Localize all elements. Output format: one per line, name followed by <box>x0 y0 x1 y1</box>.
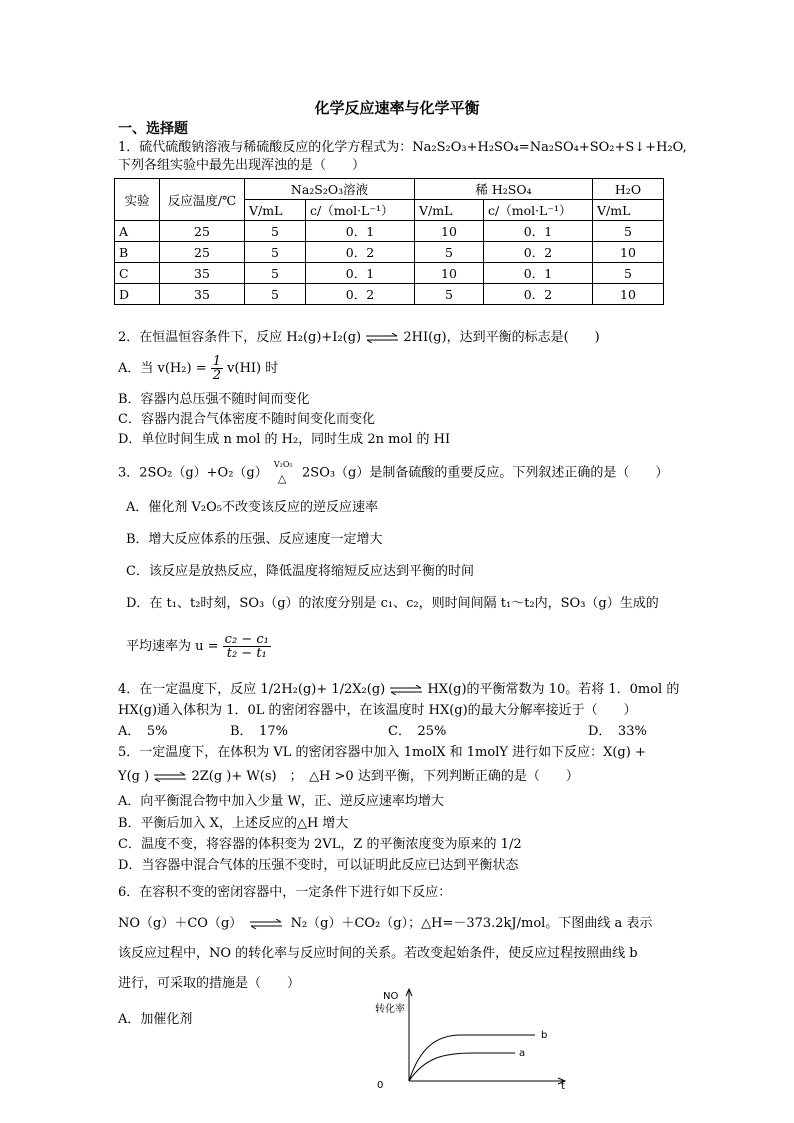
table-cell: 5 <box>245 284 306 305</box>
table-cell: 5 <box>245 242 306 263</box>
q3-stem-text: 2SO₃（g）是制备硫酸的重要反应。下列叙述正确的是（ ） <box>302 465 669 481</box>
q2-option-b: B．容器内总压强不随时间而变化 <box>118 392 310 407</box>
option-text: v(HI) 时 <box>227 361 279 376</box>
table-cell: 0．1 <box>306 263 415 284</box>
q5-stem: 5．一定温度下，在体积为 VL 的密闭容器中加入 1molX 和 1molY 进行如下反应：X(g) + <box>118 745 646 760</box>
q3-stem-text: 3．2SO₂（g）+O₂（g） <box>118 465 268 481</box>
table-cell: A <box>115 221 160 242</box>
q4-stem-text: HX(g)的平衡常数为 10。若将 1．0mol 的 <box>427 682 680 697</box>
q2-stem-text: 2HI(g)，达到平衡的标志是( ) <box>403 330 600 345</box>
heat-symbol: △ <box>277 472 287 485</box>
q6-stem-text: NO（g）＋CO（g） <box>118 916 243 931</box>
catalyst-label: V₂O₅ <box>273 460 293 469</box>
option-text: A．当 v(H₂) = <box>118 361 207 376</box>
q1-question: 下列各组实验中最先出现浑浊的是（ ） <box>118 158 366 173</box>
table-cell: 10 <box>593 284 664 305</box>
table-cell: 0．2 <box>484 284 593 305</box>
q6-stem-text: N₂（g）＋CO₂（g）；△H=－373.2kJ/mol。下图曲线 a 表示 <box>290 916 653 931</box>
graph-ylabel-1: NO <box>383 991 399 1002</box>
table-subheader: V/mL <box>593 200 664 221</box>
table-cell: 5 <box>415 242 484 263</box>
q5-stem-text: Y(g ) <box>118 769 150 784</box>
q3-option-a: A．催化剂 V₂O₅不改变该反应的逆反应速率 <box>126 500 378 515</box>
q5-stem-text: 2Z(g )+ W(s) ； △H >0 达到平衡，下列判断正确的是（ ） <box>191 769 579 784</box>
table-cell: 5 <box>593 263 664 284</box>
option-text: 平均速率为 u = <box>126 639 219 654</box>
table-header: 稀 H₂SO₄ <box>415 179 593 200</box>
q6-stem: 6．在容积不变的密闭容器中，一定条件下进行如下反应： <box>118 885 452 900</box>
fraction <box>211 355 223 382</box>
q2-option-d: D．单位时间生成 n mol 的 H₂，同时生成 2n mol 的 HI <box>118 432 451 447</box>
table-cell: 0．1 <box>306 221 415 242</box>
q4-stem <box>118 680 679 700</box>
table-cell: 5 <box>593 221 664 242</box>
fraction-denominator: t₂ − t₁ <box>226 646 267 661</box>
q2-option-a <box>118 355 278 382</box>
graph-origin: 0 <box>377 1080 384 1090</box>
table-header: H₂O <box>593 179 664 200</box>
table-header: 反应温度/℃ <box>160 179 245 221</box>
q5-option-d: D．当容器中混合气体的压强不变时，可以证明此反应已达到平衡状态 <box>118 858 519 873</box>
table-cell: C <box>115 263 160 284</box>
table-header: Na₂S₂O₃溶液 <box>245 179 415 200</box>
q3-option-d: D．在 t₁、t₂时刻，SO₃（g）的浓度分别是 c₁、c₂，则时间间隔 t₁～t₂内，SO₃（g）生成的 <box>126 596 659 611</box>
q4-stem-text: 4．在一定温度下，反应 1/2H₂(g)+ 1/2X₂(g) <box>118 682 386 697</box>
table-cell: 35 <box>160 263 245 284</box>
table-row <box>115 242 664 263</box>
table-cell: 0．2 <box>484 242 593 263</box>
q4-stem-2: HX(g)通入体积为 1．0L 的密闭容器中，在该温度时 HX(g)的最大分解率接近于（ ） <box>118 703 637 718</box>
q4-option-d: D． 33% <box>588 724 647 739</box>
equilibrium-arrow-icon <box>365 333 399 343</box>
table-cell: 5 <box>245 263 306 284</box>
q6-option-a: A．加催化剂 <box>118 1012 193 1027</box>
q1-stem: 1．硫代硫酸钠溶液与稀硫酸反应的化学方程式为：Na₂S₂O₃+H₂SO₄=Na₂SO₄+SO₂+S↓+H₂O, <box>118 140 687 155</box>
table-cell: B <box>115 242 160 263</box>
table-header: 实验 <box>115 179 160 221</box>
reaction-condition <box>272 460 298 485</box>
q2-stem <box>118 328 600 348</box>
table-cell: 0．2 <box>306 284 415 305</box>
table-subheader: c/（mol·L⁻¹） <box>306 200 415 221</box>
table-cell: 10 <box>415 221 484 242</box>
equilibrium-arrow-icon <box>153 772 187 782</box>
table-cell: 0．2 <box>306 242 415 263</box>
q4-option-c: C． 25% <box>388 724 447 739</box>
q3-stem <box>118 460 669 485</box>
q4-option-a: A． 5% <box>118 724 168 739</box>
section-heading: 一、选择题 <box>118 121 188 137</box>
table-cell: D <box>115 284 160 305</box>
curve-a-label: a <box>519 1048 526 1059</box>
table-cell: 25 <box>160 221 245 242</box>
experiment-table <box>114 178 664 305</box>
q6-stem-2 <box>118 914 652 934</box>
curve-b <box>409 1035 535 1081</box>
q5-option-b: B．平衡后加入 X，上述反应的△H 增大 <box>118 816 349 831</box>
table-row <box>115 263 664 284</box>
table-cell: 10 <box>593 242 664 263</box>
q2-option-c: C．容器内混合气体密度不随时间变化而变化 <box>118 412 375 427</box>
q5-option-a: A．向平衡混合物中加入少量 W，正、逆反应速率均增大 <box>118 794 444 809</box>
table-cell: 10 <box>415 263 484 284</box>
graph-xlabel: t <box>561 1081 565 1090</box>
q3-option-d-rate <box>126 633 271 660</box>
q3-option-c: C．该反应是放热反应，降低温度将缩短反应达到平衡的时间 <box>126 564 474 579</box>
fraction <box>223 633 271 660</box>
q2-stem-text: 2．在恒温恒容条件下，反应 H₂(g)+I₂(g) <box>118 330 362 345</box>
table-cell: 25 <box>160 242 245 263</box>
q4-option-b: B． 17% <box>230 724 288 739</box>
graph-ylabel-2: 转化率 <box>375 1004 405 1015</box>
fraction-numerator: 1 <box>212 354 222 369</box>
table-cell: 0．1 <box>484 263 593 284</box>
conversion-graph <box>365 985 575 1090</box>
table-row <box>115 221 664 242</box>
q5-stem-2 <box>118 767 579 787</box>
table-cell: 0．1 <box>484 221 593 242</box>
q5-option-c: C．温度不变，将容器的体积变为 2VL，Z 的平衡浓度变为原来的 1/2 <box>118 837 522 852</box>
table-cell: 35 <box>160 284 245 305</box>
page-title: 化学反应速率与化学平衡 <box>314 99 480 117</box>
table-subheader: V/mL <box>415 200 484 221</box>
curve-b-label: b <box>541 1030 548 1041</box>
q3-option-b: B．增大反应体系的压强、反应速度一定增大 <box>126 532 383 547</box>
table-subheader: c/（mol·L⁻¹） <box>484 200 593 221</box>
curve-a <box>409 1053 515 1081</box>
table-cell: 5 <box>245 221 306 242</box>
equilibrium-arrow-icon <box>389 685 423 695</box>
table-subheader: V/mL <box>245 200 306 221</box>
equilibrium-arrow-icon <box>246 919 286 929</box>
fraction-denominator: 2 <box>212 368 222 383</box>
fraction-numerator: c₂ − c₁ <box>224 632 269 647</box>
table-cell: 5 <box>415 284 484 305</box>
q6-stem-3: 该反应过程中，NO 的转化率与反应时间的关系。若改变起始条件，使反应过程按照曲线 b <box>118 946 638 961</box>
q6-stem-4: 进行，可采取的措施是（ ） <box>118 976 301 991</box>
table-row <box>115 284 664 305</box>
